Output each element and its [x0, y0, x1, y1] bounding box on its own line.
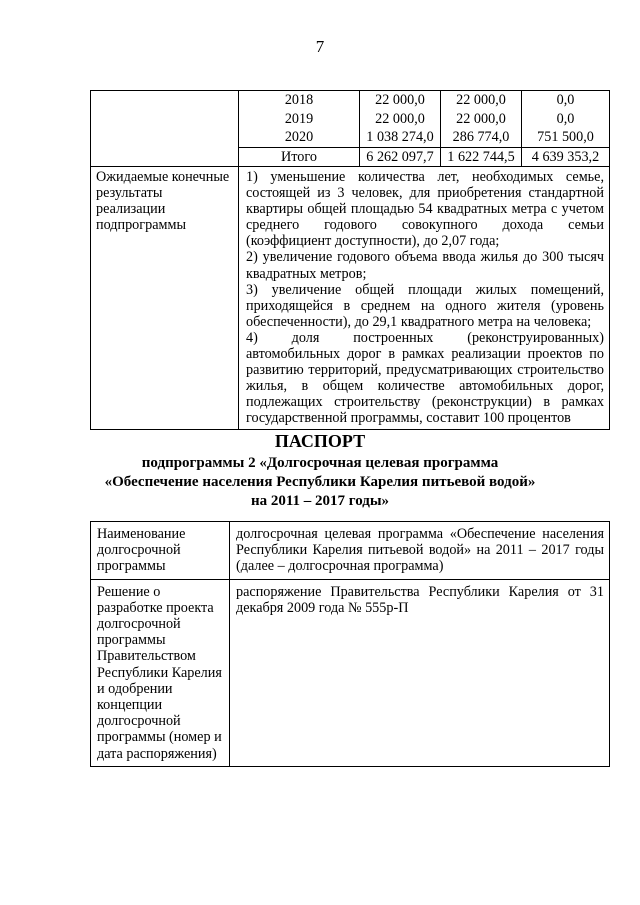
col3-cell: 0,0 [522, 110, 610, 129]
col2-cell: 286 774,0 [441, 128, 522, 147]
result-item-1: 1) уменьшение количества лет, необходимых семье, состоящей из 3 человек, для приобретения стандартной квартиры общей площадью 54 квадратных метра с учетом среднего годового совокупного дохода семьи (коэффициент доступности), до 2,07 года; [246, 169, 604, 250]
funding-and-results-table [90, 90, 610, 430]
col2-cell: 1 622 744,5 [441, 147, 522, 166]
funding-row-group [91, 91, 610, 167]
program-name-label: Наименование долгосрочной программы [91, 522, 230, 580]
funding-row-2020 [239, 128, 609, 147]
col2-cell: 22 000,0 [441, 91, 522, 110]
program-name-value: долгосрочная целевая программа «Обеспечение населения Республики Карелия питьевой водой» на 2011 – 2017 годы (далее – долгосрочная программа) [230, 522, 610, 580]
funding-values-cell [239, 91, 610, 167]
result-item-4: 4) доля построенных (реконструированных) автомобильных дорог в рамках реализации проектов по развитию территорий, предусматривающих строительство жилья, в общем количестве автомобильных дорог, подлежащих строительству (реконструкции) в рамках государственной программы, составит 100 процентов [246, 329, 604, 427]
total-label-cell: Итого [239, 147, 360, 166]
year-cell: 2020 [284, 129, 314, 145]
year-cell: 2019 [284, 110, 314, 127]
expected-results-text [239, 167, 610, 430]
passport-subtitle: подпрограммы 2 «Долгосрочная целевая программа «Обеспечение населения Республики Карелия питьевой водой» на 2011 – 2017 годы» [104, 455, 536, 509]
total-cell: 22 000,0 [360, 110, 441, 129]
total-cell: 6 262 097,7 [360, 147, 441, 166]
funding-grid [239, 91, 609, 166]
col3-cell: 4 639 353,2 [522, 147, 610, 166]
passport-title: ПАСПОРТ [274, 431, 366, 451]
decision-label: Решение о разработке проекта долгосрочной программы Правительством Республики Карелия и одобрении концепции долгосрочной программы (номер и дата распоряжения) [91, 579, 230, 766]
decision-row [91, 579, 610, 766]
year-cell: 2018 [284, 92, 314, 108]
empty-label-cell [91, 91, 239, 167]
expected-results-label: Ожидаемые конечные результаты реализации подпрограммы [91, 167, 239, 430]
result-item-2: 2) увеличение годового объема ввода жилья до 300 тысяч квадратных метров; [246, 249, 604, 282]
passport-table [90, 521, 610, 767]
col3-cell: 0,0 [522, 91, 610, 110]
col3-cell: 751 500,0 [522, 128, 610, 147]
funding-row-2019 [239, 110, 609, 129]
program-name-row [91, 522, 610, 580]
col2-cell: 22 000,0 [441, 110, 522, 129]
decision-value: распоряжение Правительства Республики Карелия от 31 декабря 2009 года № 555р-П [230, 579, 610, 766]
expected-results-row [91, 167, 610, 430]
result-item-3: 3) увеличение общей площади жилых помещений, приходящейся в среднем на одного жителя (уровень обеспеченности), до 29,1 квадратного метра на человека; [246, 281, 604, 330]
total-cell: 1 038 274,0 [360, 128, 441, 147]
funding-row-2018 [239, 91, 609, 110]
total-cell: 22 000,0 [360, 91, 441, 110]
funding-row-total [239, 147, 609, 166]
page-number: 7 [315, 37, 325, 56]
